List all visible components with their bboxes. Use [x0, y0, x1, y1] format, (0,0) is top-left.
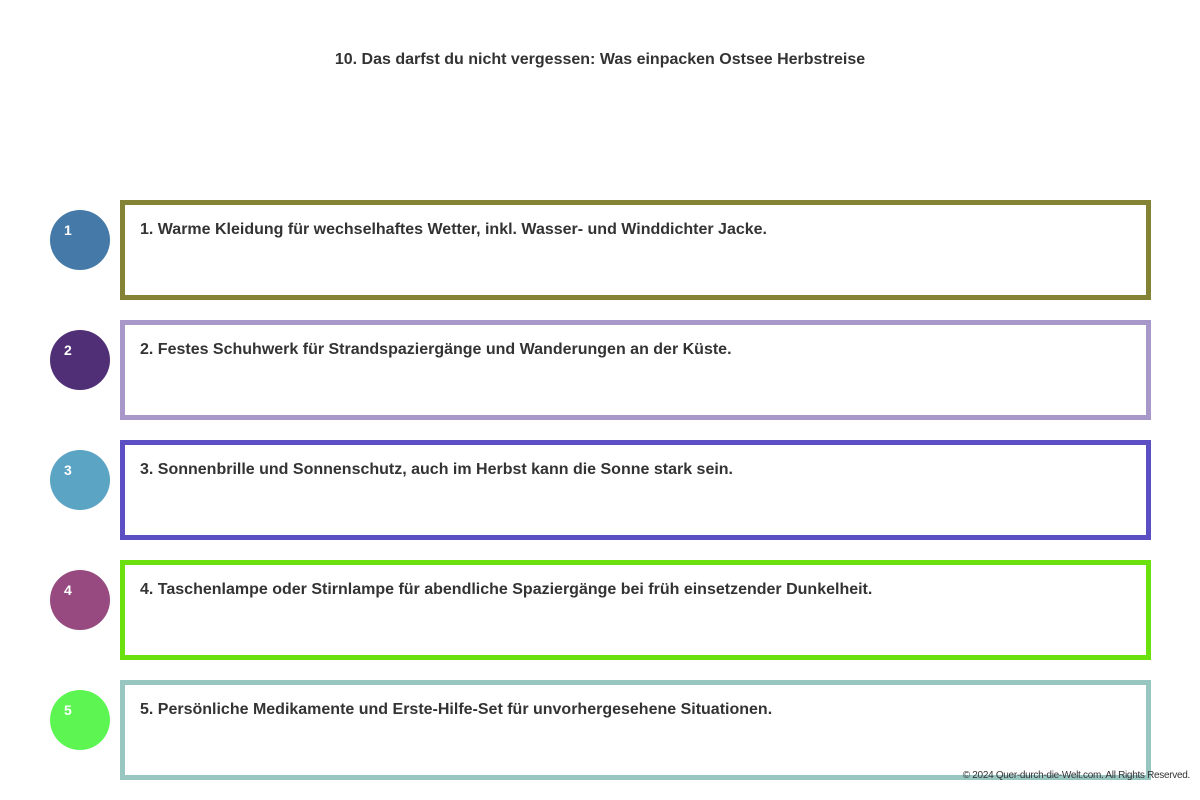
list-item — [0, 200, 1200, 300]
number-label: 1 — [64, 222, 72, 238]
number-label: 5 — [64, 702, 72, 718]
item-box — [120, 200, 1151, 300]
list-item — [0, 560, 1200, 660]
item-text: 4. Taschenlampe oder Stirnlampe für abendliche Spaziergänge bei früh einsetzender Dunkelheit. — [140, 581, 873, 598]
number-badge — [50, 450, 110, 510]
item-box — [120, 680, 1151, 780]
item-text: 3. Sonnenbrille und Sonnenschutz, auch im Herbst kann die Sonne stark sein. — [140, 461, 733, 478]
item-text: 5. Persönliche Medikamente und Erste-Hilfe-Set für unvorhergesehene Situationen. — [140, 701, 773, 718]
list-item — [0, 320, 1200, 420]
item-box — [120, 320, 1151, 420]
number-label: 3 — [64, 462, 72, 478]
number-badge — [50, 330, 110, 390]
item-text: 2. Festes Schuhwerk für Strandspaziergänge und Wanderungen an der Küste. — [140, 341, 732, 358]
number-badge — [50, 570, 110, 630]
list-item — [0, 440, 1200, 540]
item-text: 1. Warme Kleidung für wechselhaftes Wetter, inkl. Wasser- und Winddichter Jacke. — [140, 221, 767, 238]
copyright-notice: © 2024 Quer-durch-die-Welt.com. All Rights Reserved. — [962, 770, 1190, 781]
number-badge — [50, 690, 110, 750]
number-label: 4 — [64, 582, 72, 598]
list-item — [0, 680, 1200, 780]
number-label: 2 — [64, 342, 72, 358]
item-box — [120, 440, 1151, 540]
item-box — [120, 560, 1151, 660]
number-badge — [50, 210, 110, 270]
page-title: 10. Das darfst du nicht vergessen: Was einpacken Ostsee Herbstreise — [334, 51, 866, 68]
